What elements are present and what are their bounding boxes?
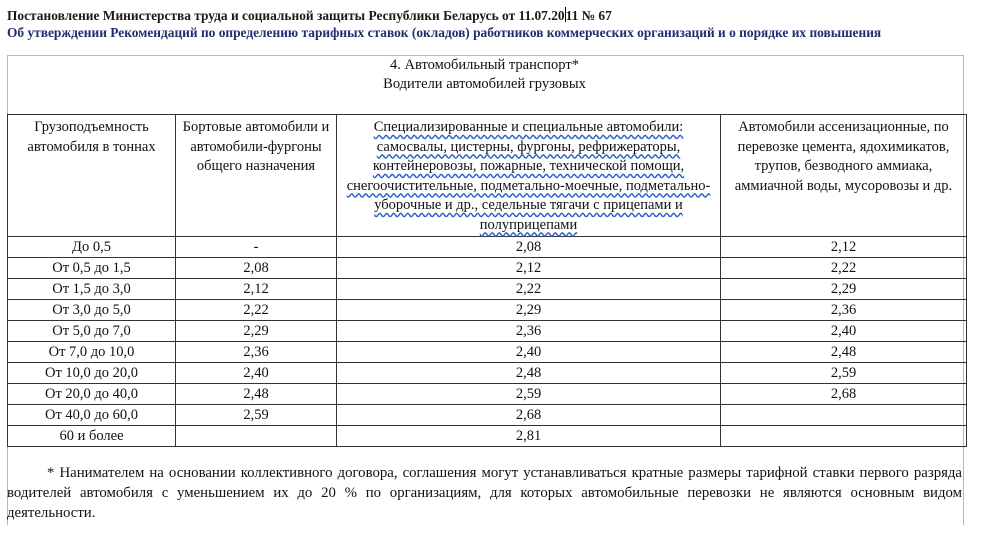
- section-subtitle: Водители автомобилей грузовых: [383, 76, 586, 92]
- footnote: [7, 463, 962, 523]
- cell-special: 2,08: [337, 237, 721, 258]
- cell-board: -: [176, 237, 337, 258]
- cell-capacity: От 0,5 до 1,5: [8, 258, 176, 279]
- cell-special: 2,48: [337, 363, 721, 384]
- header-board: Бортовые автомобили и автомобили-фургоны общего назначения: [176, 115, 337, 237]
- cell-capacity: От 10,0 до 20,0: [8, 363, 176, 384]
- cell-board: 2,22: [176, 300, 337, 321]
- table-row: [8, 384, 967, 405]
- section-title: 4. Автомобильный транспорт*: [390, 57, 579, 73]
- cell-sanitary: 2,12: [721, 237, 967, 258]
- cell-sanitary: 2,59: [721, 363, 967, 384]
- header-special-text: Специализированные и специальные автомобили: самосвалы, цистерны, фургоны, рефрижераторы, контейнеровозы, пожарные, технической помощи, снегоочистительные, подметально-моечные, подметально-уборочные и др., седельные тягачи с прицепами и полуприцепами: [346, 119, 711, 233]
- cell-sanitary: 2,36: [721, 300, 967, 321]
- cell-board: 2,08: [176, 258, 337, 279]
- cell-board: 2,36: [176, 342, 337, 363]
- section-heading: [7, 55, 962, 94]
- table-row: [8, 321, 967, 342]
- cell-capacity: От 40,0 до 60,0: [8, 405, 176, 426]
- cell-board: 2,59: [176, 405, 337, 426]
- cell-board: 2,48: [176, 384, 337, 405]
- cell-sanitary: 2,22: [721, 258, 967, 279]
- title-text-part1: Постановление Министерства труда и социальной защиты Республики Беларусь от 11.07.20: [7, 8, 565, 23]
- cell-capacity: От 7,0 до 10,0: [8, 342, 176, 363]
- cell-sanitary: [721, 426, 967, 447]
- cell-capacity: От 20,0 до 40,0: [8, 384, 176, 405]
- cell-sanitary: 2,48: [721, 342, 967, 363]
- header-capacity: Грузоподъемность автомобиля в тоннах: [8, 115, 176, 237]
- table-row: [8, 426, 967, 447]
- header-sanitary: Автомобили ассенизационные, по перевозке цемента, ядохимикатов, трупов, безводного аммиака, аммиачной воды, мусоровозы и др.: [721, 115, 967, 237]
- document-title: [7, 7, 975, 24]
- table-row: [8, 300, 967, 321]
- cell-capacity: 60 и более: [8, 426, 176, 447]
- table-header-row: [8, 115, 967, 237]
- cell-board: [176, 426, 337, 447]
- cell-special: 2,68: [337, 405, 721, 426]
- table-row: [8, 258, 967, 279]
- table-row: [8, 237, 967, 258]
- footnote-text: * Нанимателем на основании коллективного договора, соглашения могут устанавливаться кратные размеры тарифной ставки первого разряда водителей автомобиля с уменьшением их до 20 % по организациям, для которых автомобильные перевозки не являются основным видом деятельности.: [7, 465, 962, 521]
- cell-special: 2,36: [337, 321, 721, 342]
- cell-special: 2,22: [337, 279, 721, 300]
- cell-capacity: До 0,5: [8, 237, 176, 258]
- cell-board: 2,12: [176, 279, 337, 300]
- cell-board: 2,40: [176, 363, 337, 384]
- document-header: [7, 7, 975, 41]
- table-row: [8, 342, 967, 363]
- title-text-part2: 11 № 67: [565, 8, 612, 23]
- cell-capacity: От 1,5 до 3,0: [8, 279, 176, 300]
- table-row: [8, 363, 967, 384]
- cell-board: 2,29: [176, 321, 337, 342]
- cell-special: 2,81: [337, 426, 721, 447]
- cell-sanitary: 2,29: [721, 279, 967, 300]
- cell-sanitary: [721, 405, 967, 426]
- table-row: [8, 279, 967, 300]
- cell-special: 2,29: [337, 300, 721, 321]
- tariff-table: [7, 114, 967, 447]
- table-body: [8, 237, 967, 447]
- cell-special: 2,59: [337, 384, 721, 405]
- cell-capacity: От 5,0 до 7,0: [8, 321, 176, 342]
- table-row: [8, 405, 967, 426]
- header-special: [337, 115, 721, 237]
- cell-sanitary: 2,40: [721, 321, 967, 342]
- cell-capacity: От 3,0 до 5,0: [8, 300, 176, 321]
- cell-special: 2,12: [337, 258, 721, 279]
- document-subtitle: Об утверждении Рекомендаций по определению тарифных ставок (окладов) работников коммерческих организаций и о порядке их повышения: [7, 25, 882, 40]
- cell-special: 2,40: [337, 342, 721, 363]
- cell-sanitary: 2,68: [721, 384, 967, 405]
